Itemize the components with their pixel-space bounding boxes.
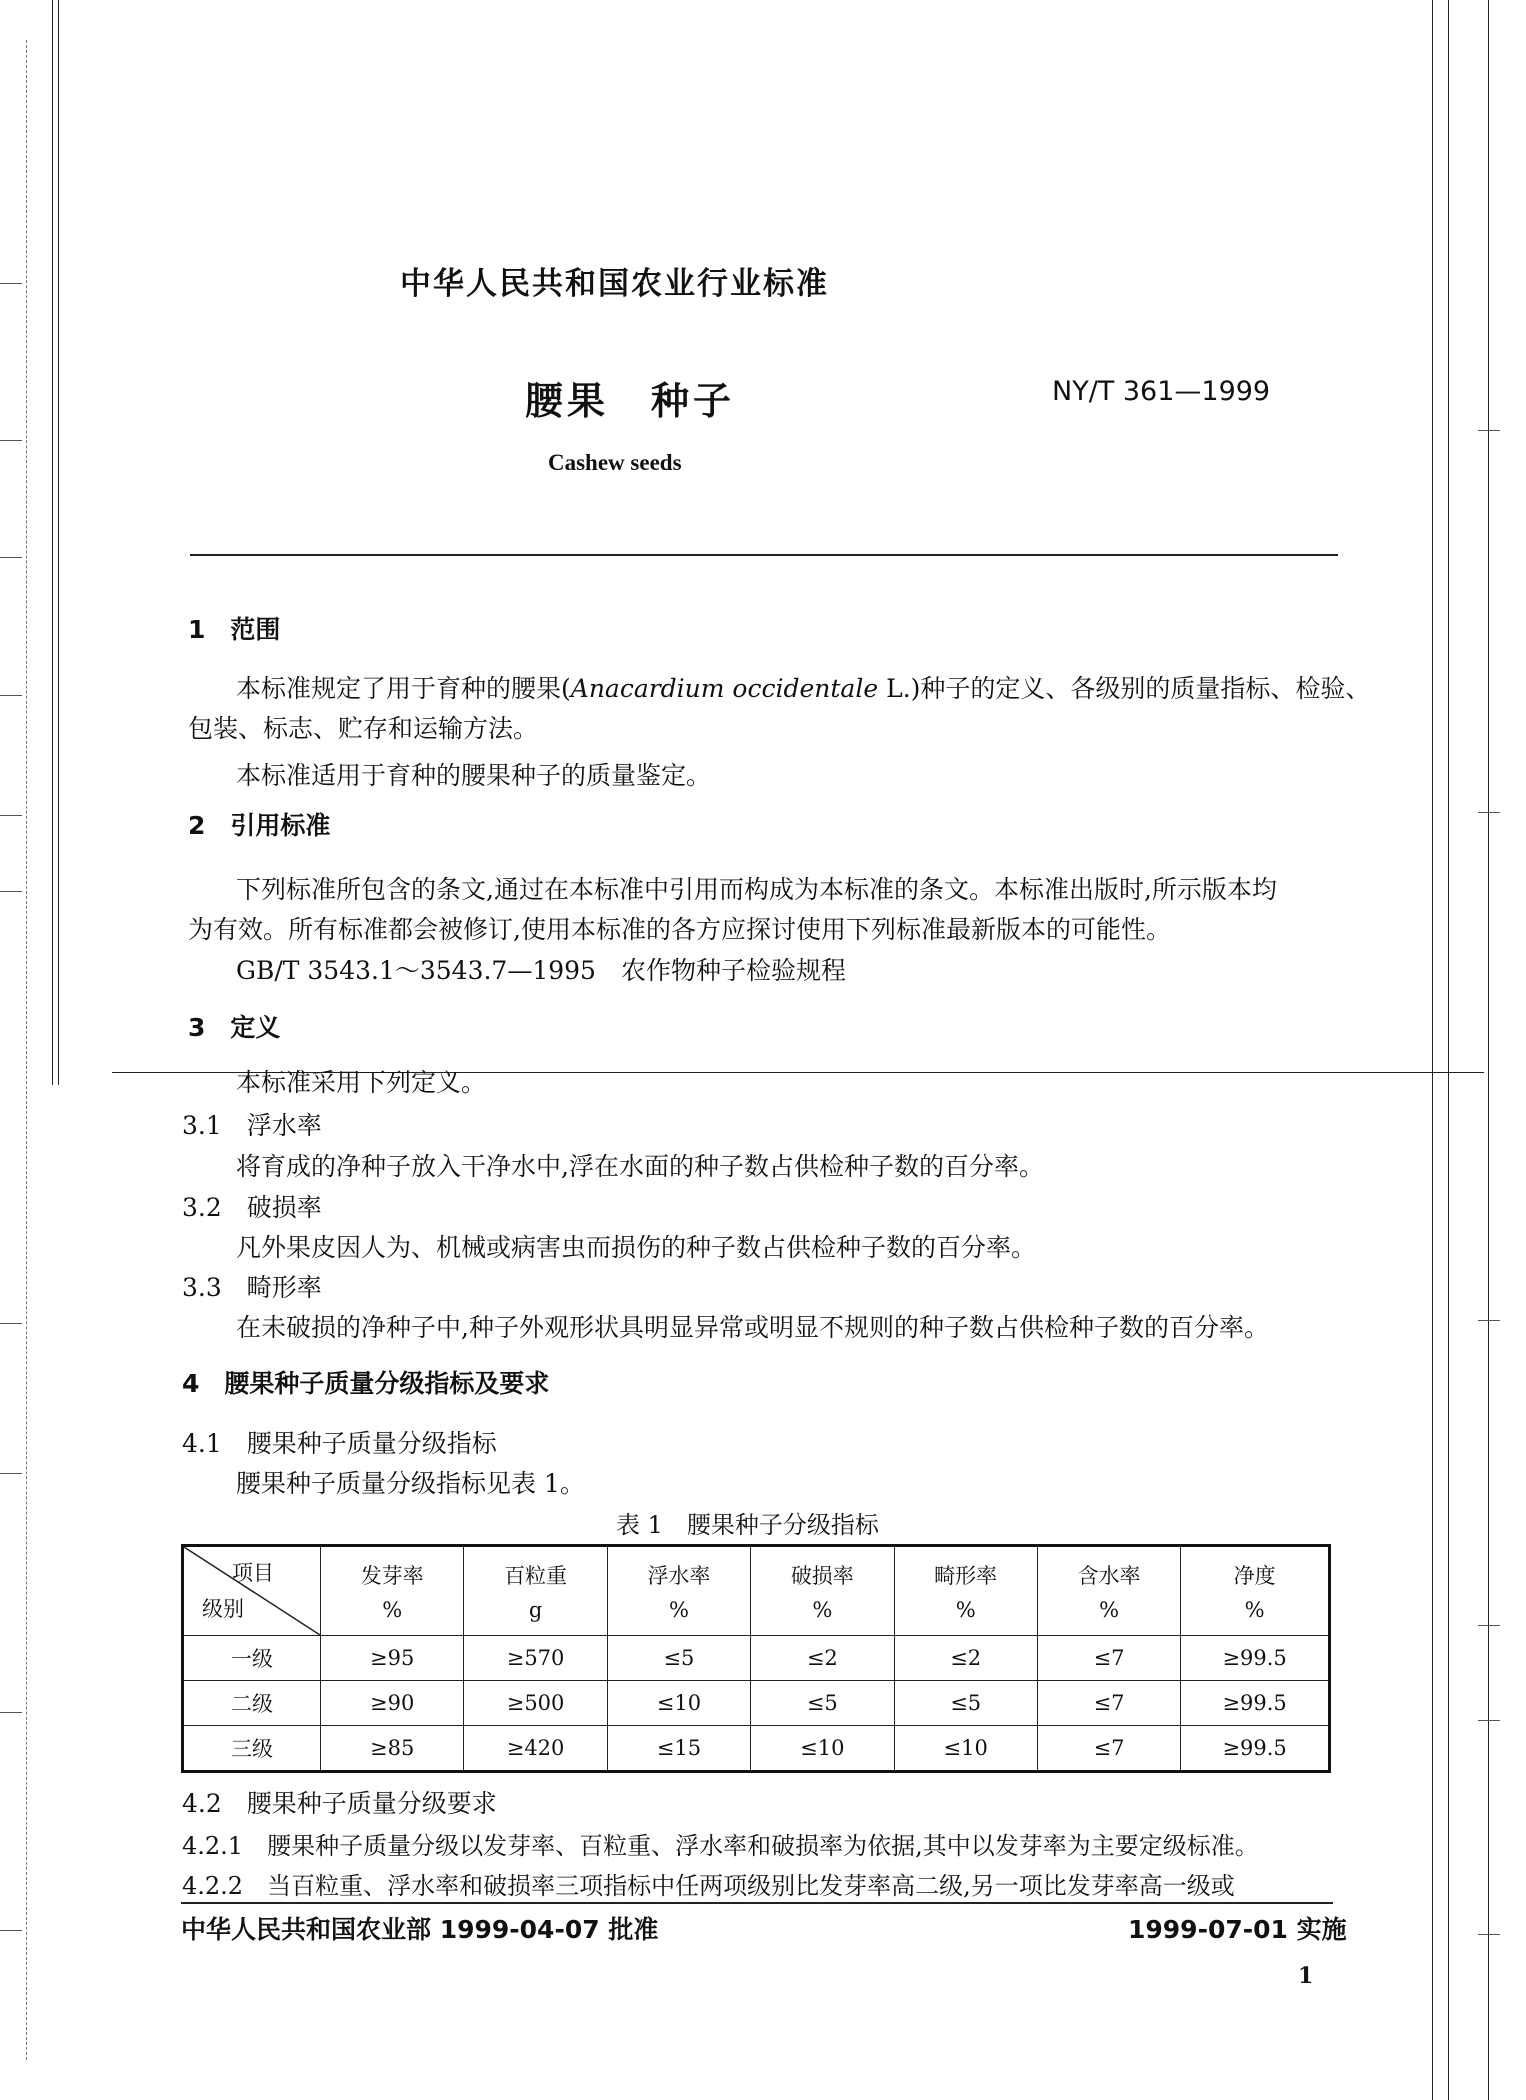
header-unit: g	[528, 1598, 543, 1622]
standard-code: NY/T 361—1999	[1052, 376, 1271, 407]
table-cell: ≤7	[1037, 1726, 1180, 1772]
header-cell	[1181, 1546, 1330, 1636]
paragraph-text: 本标准规定了用于育种的腰果(	[236, 674, 571, 703]
definition-3-2-title: 3.2 破损率	[182, 1193, 322, 1222]
margin-tick	[0, 815, 22, 816]
section-2-paragraph-line-1: 下列标准所包含的条文,通过在本标准中引用而构成为本标准的条文。本标准出版时,所示版本均	[236, 875, 1277, 904]
table-cell: ≥85	[321, 1726, 464, 1772]
definition-3-1-text: 将育成的净种子放入干净水中,浮在水面的种子数占供检种子数的百分率。	[236, 1152, 1044, 1181]
section-4-1-text: 腰果种子质量分级指标见表 1。	[236, 1469, 585, 1498]
section-2-heading: 2 引用标准	[188, 811, 331, 840]
margin-tick	[0, 283, 22, 284]
header-name: 畸形率	[934, 1564, 998, 1588]
table-cell: ≥570	[464, 1636, 607, 1681]
table-cell: ≤2	[751, 1636, 894, 1681]
table-cell: ≤7	[1037, 1681, 1180, 1726]
left-dashed-line	[26, 40, 27, 2060]
margin-tick	[0, 440, 22, 441]
english-title: Cashew seeds	[548, 450, 682, 475]
header-unit: %	[668, 1598, 689, 1622]
table-cell: ≤10	[894, 1726, 1037, 1772]
header-name: 含水率	[1077, 1564, 1141, 1588]
issuing-organization: 中华人民共和国农业行业标准	[400, 266, 829, 302]
section-1-paragraph-1	[236, 669, 1370, 705]
document-title: 腰果 种子	[525, 379, 736, 423]
margin-tick	[0, 1930, 22, 1931]
right-margin-line-2	[1448, 0, 1449, 2100]
corner-label-item: 项目	[232, 1561, 274, 1585]
table-row	[183, 1636, 1330, 1681]
table-cell: ≥99.5	[1181, 1726, 1330, 1772]
header-name: 发芽率	[360, 1564, 424, 1588]
table-cell: ≤5	[607, 1636, 750, 1681]
header-cell	[751, 1546, 894, 1636]
section-2-reference: GB/T 3543.1～3543.7—1995 农作物种子检验规程	[236, 956, 846, 985]
header-name: 百粒重	[504, 1564, 568, 1588]
table-row	[183, 1726, 1330, 1772]
section-2-paragraph-line-2: 为有效。所有标准都会被修订,使用本标准的各方应探讨使用下列标准最新版本的可能性。	[188, 915, 1171, 944]
header-unit: %	[1099, 1598, 1120, 1622]
table-cell: ≥95	[321, 1636, 464, 1681]
margin-tick	[0, 1473, 22, 1474]
page-number: 1	[1298, 1963, 1314, 1989]
section-1-paragraph-2: 本标准适用于育种的腰果种子的质量鉴定。	[236, 761, 712, 790]
margin-tick	[1478, 812, 1500, 813]
table-cell: ≥500	[464, 1681, 607, 1726]
table-cell: ≤5	[751, 1681, 894, 1726]
grade-cell: 二级	[183, 1681, 321, 1726]
grade-table	[181, 1544, 1331, 1773]
margin-tick	[0, 891, 22, 892]
margin-tick	[1478, 1934, 1500, 1935]
section-1-paragraph-1-line-2: 包装、标志、贮存和运输方法。	[188, 714, 539, 743]
margin-tick	[0, 557, 22, 558]
definition-3-3-title: 3.3 畸形率	[182, 1273, 322, 1302]
table-cell: ≤10	[751, 1726, 894, 1772]
header-cell	[464, 1546, 607, 1636]
grade-cell: 一级	[183, 1636, 321, 1681]
table-cell: ≥99.5	[1181, 1636, 1330, 1681]
table-corner-cell	[183, 1546, 321, 1636]
definition-3-1-title: 3.1 浮水率	[182, 1111, 322, 1140]
implementation-date: 1999-07-01 实施	[1128, 1915, 1347, 1944]
right-margin-line	[1432, 0, 1433, 2100]
header-unit: %	[382, 1598, 403, 1622]
left-margin-line	[52, 0, 53, 1085]
header-unit: %	[955, 1598, 976, 1622]
latin-name: Anacardium occidentale	[570, 674, 879, 703]
margin-tick	[0, 695, 22, 696]
margin-tick	[1478, 1320, 1500, 1321]
header-cell	[607, 1546, 750, 1636]
margin-tick	[1478, 430, 1500, 431]
header-name: 破损率	[790, 1564, 854, 1588]
table-cell: ≤2	[894, 1636, 1037, 1681]
table-header-row	[183, 1546, 1330, 1636]
table-cell: ≤10	[607, 1681, 750, 1726]
header-unit: %	[1244, 1598, 1265, 1622]
definition-3-2-text: 凡外果皮因人为、机械或病害虫而损伤的种子数占供检种子数的百分率。	[236, 1233, 1037, 1262]
right-margin-line-3	[1488, 0, 1489, 2100]
paragraph-text: L.)种子的定义、各级别的质量指标、检验、	[878, 674, 1371, 703]
section-3-intro: 本标准采用下列定义。	[236, 1068, 487, 1097]
margin-tick	[1478, 1720, 1500, 1721]
corner-label-grade: 级别	[202, 1597, 244, 1621]
header-name: 净度	[1233, 1564, 1276, 1588]
table-cell: ≤7	[1037, 1636, 1180, 1681]
table-cell: ≥99.5	[1181, 1681, 1330, 1726]
header-cell	[321, 1546, 464, 1636]
definition-3-3-text: 在未破损的净种子中,种子外观形状具明显异常或明显不规则的种子数占供检种子数的百分率。	[236, 1313, 1269, 1342]
section-4-2-2: 4.2.2 当百粒重、浮水率和破损率三项指标中任两项级别比发芽率高二级,另一项比发芽率高一级或	[182, 1872, 1235, 1900]
margin-tick	[0, 1323, 22, 1324]
section-4-heading: 4 腰果种子质量分级指标及要求	[182, 1369, 550, 1398]
header-name: 浮水率	[647, 1564, 711, 1588]
section-4-2-title: 4.2 腰果种子质量分级要求	[182, 1789, 497, 1818]
section-4-2-1: 4.2.1 腰果种子质量分级以发芽率、百粒重、浮水率和破损率为依据,其中以发芽率为主要定级标准。	[182, 1832, 1259, 1860]
section-4-1-title: 4.1 腰果种子质量分级指标	[182, 1429, 497, 1458]
table-cell: ≤5	[894, 1681, 1037, 1726]
table-cell: ≥90	[321, 1681, 464, 1726]
section-3-heading: 3 定义	[188, 1013, 281, 1042]
margin-tick	[0, 1712, 22, 1713]
footer-rule	[181, 1902, 1333, 1904]
header-unit: %	[812, 1598, 833, 1622]
left-margin-line-inner	[58, 0, 59, 1085]
table-cell: ≥420	[464, 1726, 607, 1772]
header-cell	[1037, 1546, 1180, 1636]
table-caption: 表 1 腰果种子分级指标	[616, 1511, 879, 1539]
grade-cell: 三级	[183, 1726, 321, 1772]
table-row	[183, 1681, 1330, 1726]
table-cell: ≤15	[607, 1726, 750, 1772]
margin-tick	[1478, 1625, 1500, 1626]
header-cell	[894, 1546, 1037, 1636]
section-1-heading: 1 范围	[188, 615, 281, 644]
header-rule	[190, 554, 1338, 556]
approval-date: 中华人民共和国农业部 1999-04-07 批准	[181, 1915, 659, 1944]
